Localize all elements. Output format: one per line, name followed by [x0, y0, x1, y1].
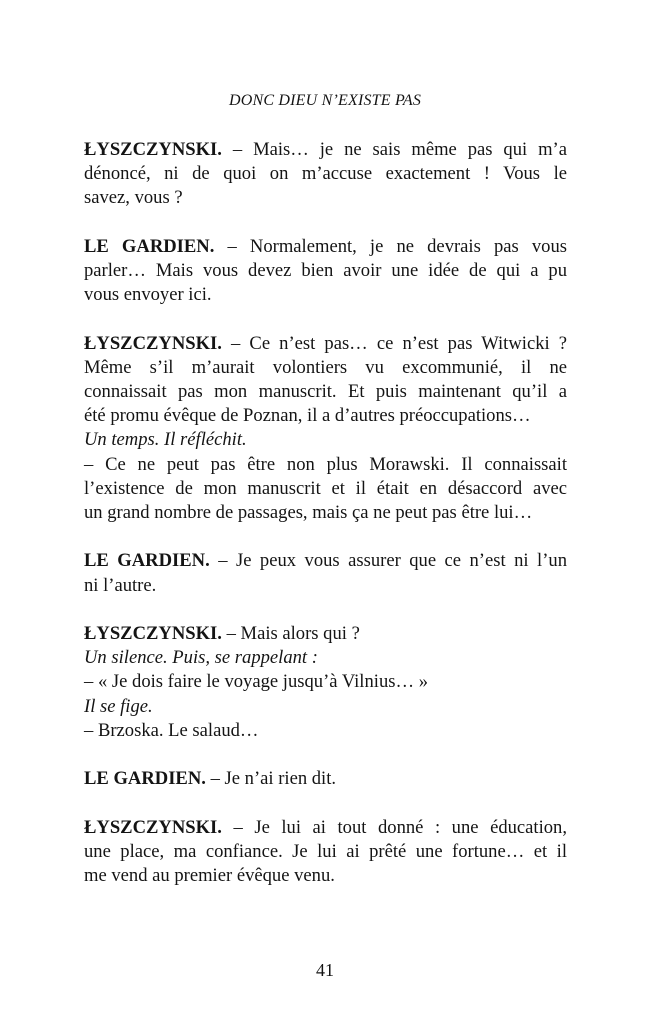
dialogue-block	[84, 549, 567, 597]
dialogue-line	[84, 332, 567, 356]
dialogue-line	[84, 186, 567, 210]
line-text: Il se fige.	[84, 695, 153, 717]
dialogue-block	[84, 332, 567, 526]
speaker-name: ŁYSZCZYNSKI.	[84, 816, 222, 838]
line-text: Même s’il m’aurait volontiers vu excommunié, il ne	[84, 356, 567, 378]
dialogue-line	[84, 380, 567, 404]
dialogue-line	[84, 840, 567, 864]
dialogue-line	[84, 670, 567, 694]
dialogue-line	[84, 622, 567, 646]
speaker-name: ŁYSZCZYNSKI.	[84, 139, 222, 160]
dialogue-line	[84, 816, 567, 840]
dialogue-line	[84, 162, 567, 186]
line-text: – Ce ne peut pas être non plus Morawski. Il connaissait	[84, 453, 567, 475]
line-text: – Normalement, je ne devrais pas vous	[214, 235, 567, 257]
speaker-name: ŁYSZCZYNSKI.	[84, 332, 222, 354]
line-text: dénoncé, ni de quoi on m’accuse exactement ! Vous le	[84, 163, 567, 185]
dialogue-line	[84, 356, 567, 380]
dialogue-line	[84, 477, 567, 501]
dialogue-block	[84, 622, 567, 743]
line-text: savez, vous ?	[84, 187, 183, 209]
dialogue-line	[84, 864, 567, 888]
dialogue-line	[84, 719, 567, 743]
dialogue-line	[84, 574, 567, 598]
line-text: été promu évêque de Poznan, il a d’autres préoccupations…	[84, 405, 531, 427]
speaker-name: LE GARDIEN.	[84, 235, 215, 257]
line-text: vous envoyer ici.	[84, 284, 212, 306]
line-text: – Je peux vous assurer que ce n’est ni l’un	[209, 550, 567, 572]
dialogue-line	[84, 138, 567, 162]
dialogue-block	[84, 235, 567, 308]
dialogue-block	[84, 767, 567, 791]
line-text: – Mais… je ne sais même pas qui m’a	[221, 139, 567, 160]
stage-direction	[84, 695, 567, 719]
line-text: Un silence. Puis, se rappelant :	[84, 647, 318, 669]
dialogue-line	[84, 549, 567, 573]
dialogue-block	[84, 138, 567, 211]
line-text: – Brzoska. Le salaud…	[84, 719, 259, 741]
line-text: connaissait pas mon manuscrit. Et puis maintenant qu’il a	[84, 381, 567, 402]
dialogue-line	[84, 453, 567, 477]
dialogue-body	[84, 138, 567, 912]
dialogue-block	[84, 816, 567, 889]
line-text: l’existence de mon manuscrit et il était en désaccord avec	[84, 477, 567, 499]
line-text: – Je n’ai rien dit.	[205, 768, 337, 790]
line-text: me vend au premier évêque venu.	[84, 865, 335, 886]
line-text: ni l’autre.	[84, 574, 157, 596]
dialogue-line	[84, 767, 567, 791]
dialogue-line	[84, 259, 567, 283]
dialogue-line	[84, 235, 567, 259]
dialogue-line	[84, 283, 567, 307]
line-text: parler… Mais vous devez bien avoir une idée de qui a pu	[84, 260, 567, 281]
line-text: – « Je dois faire le voyage jusqu’à Vilnius… »	[84, 671, 429, 693]
line-text: – Ce n’est pas… ce n’est pas Witwicki ?	[221, 332, 567, 354]
speaker-name: LE GARDIEN.	[84, 550, 210, 572]
line-text: Un temps. Il réfléchit.	[84, 429, 247, 451]
line-text: – Je lui ai tout donné : une éducation,	[221, 816, 567, 838]
speaker-name: ŁYSZCZYNSKI.	[84, 623, 222, 644]
stage-direction	[84, 428, 567, 452]
line-text: – Mais alors qui ?	[221, 623, 360, 644]
dialogue-line	[84, 501, 567, 525]
line-text: une place, ma confiance. Je lui ai prêté une fortune… et il	[84, 840, 567, 862]
stage-direction	[84, 646, 567, 670]
line-text: un grand nombre de passages, mais ça ne peut pas être lui…	[84, 502, 533, 524]
dialogue-line	[84, 404, 567, 428]
running-head: DONC DIEU N’EXISTE PAS	[228, 92, 422, 109]
speaker-name: LE GARDIEN.	[84, 768, 206, 790]
page-number: 41	[316, 960, 334, 980]
